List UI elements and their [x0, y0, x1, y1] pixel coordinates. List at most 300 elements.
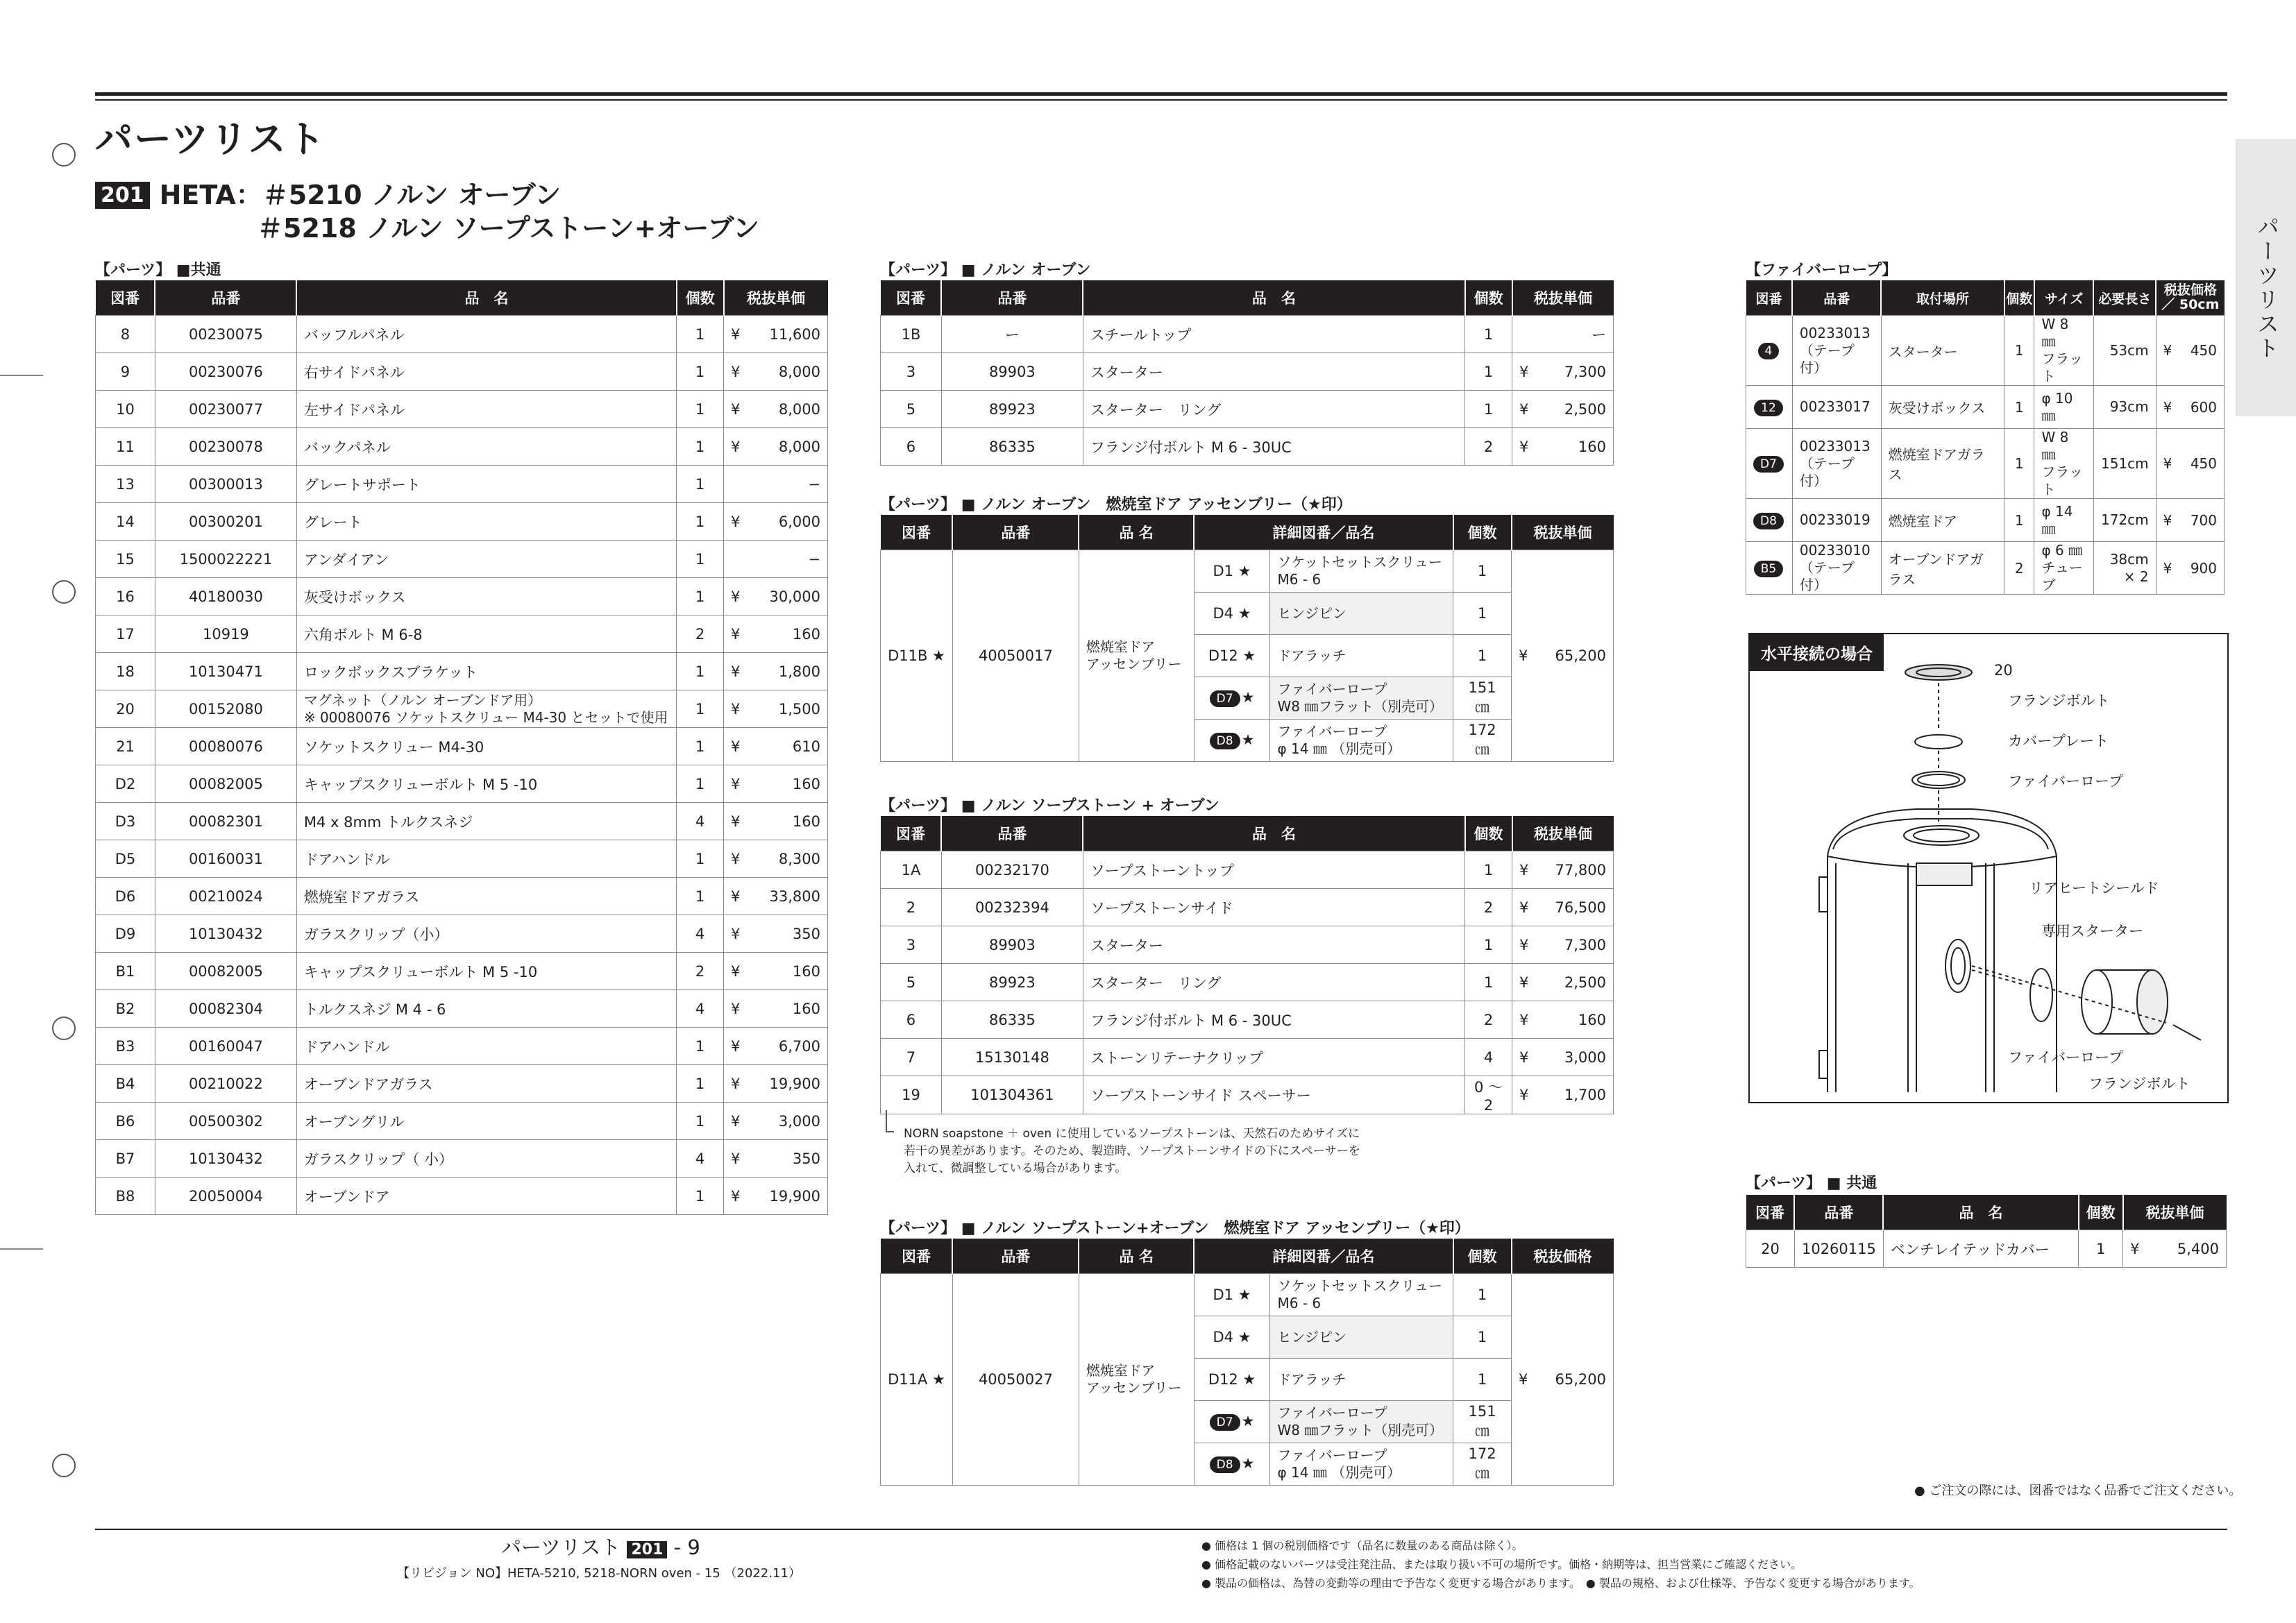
row-part-no: 89903 — [941, 353, 1083, 391]
price-amount: 19,900 — [769, 1075, 820, 1092]
rope-size-line: フラット — [2041, 350, 2084, 384]
col-header-price: 税抜単価 — [1512, 515, 1614, 550]
price-amount: 3,000 — [778, 1112, 820, 1130]
col-header-part: 品番 — [952, 1239, 1079, 1274]
rope-part-no — [1792, 429, 1881, 499]
row-name: バッフルパネル — [296, 316, 676, 353]
price-cell — [1512, 1039, 1614, 1076]
row-part-no: 00160047 — [155, 1028, 296, 1065]
price-value — [2163, 342, 2217, 359]
yen-mark: ¥ — [731, 513, 741, 530]
row-no: 17 — [96, 615, 155, 653]
row-part-no: 00210024 — [155, 878, 296, 915]
price-value — [731, 738, 820, 755]
row-qty: 1 — [677, 466, 724, 503]
col-header-part: 品番 — [1792, 280, 1881, 316]
price-cell — [1512, 926, 1614, 964]
row-part-no: 20050004 — [155, 1178, 296, 1215]
yen-mark: ¥ — [731, 962, 741, 980]
row-no: 18 — [96, 653, 155, 690]
col-header-part: 品番 — [155, 280, 296, 316]
soap-table-caption: 【パーツ】 ■ ノルン ソープストーン + オーブン — [880, 797, 1219, 815]
detail-code-text: D12 ★ — [1208, 647, 1256, 664]
row-no: 3 — [881, 926, 942, 964]
table-row — [881, 889, 1614, 926]
row-qty: 1 — [677, 353, 724, 391]
price-value — [731, 776, 820, 792]
detail-name-line: W8 ㎜フラット（別売可） — [1277, 1422, 1443, 1438]
detail-code — [1194, 1443, 1270, 1486]
rope-length-line: 93cm — [2109, 398, 2149, 415]
soap-door-table-caption: 【パーツ】 ■ ノルン ソープストーン+オーブン 燃焼室ドア アッセンブリー（★印） — [880, 1220, 1470, 1237]
row-name: 左サイドパネル — [296, 391, 676, 428]
row-no: 16 — [96, 578, 155, 615]
rope-part-no — [1792, 316, 1881, 386]
row-qty: 1 — [677, 1178, 724, 1215]
detail-code — [1194, 1401, 1270, 1443]
yen-mark: ¥ — [731, 1150, 741, 1167]
price-amount: 600 — [2190, 398, 2217, 416]
price-cell — [2156, 386, 2224, 429]
row-part-no: 00082304 — [155, 990, 296, 1028]
col-header-price: 税抜単価 — [1512, 280, 1614, 316]
row-qty: 4 — [1465, 1039, 1512, 1076]
row-qty: 1 — [677, 728, 724, 765]
price-value — [2163, 399, 2217, 416]
row-part-no: 00160031 — [155, 840, 296, 878]
price-amount: 6,000 — [778, 513, 820, 530]
yen-mark: ¥ — [731, 1037, 741, 1055]
detail-qty: 1 — [1453, 1359, 1512, 1401]
table-row — [881, 1039, 1614, 1076]
row-no: 3 — [881, 353, 942, 391]
footer-note: ● 価格記載のないパーツは受注発注品、または取り扱い不可の場所です。価格・納期等は、担当営業にご確認ください。 — [1201, 1558, 1803, 1571]
detail-name — [1270, 677, 1453, 720]
rope-size-line: W 8 ㎜ — [2041, 429, 2069, 463]
price-value — [731, 551, 820, 568]
table-row — [881, 428, 1614, 466]
rope-part-line: 00233017 — [1799, 398, 1871, 415]
price-value — [2163, 560, 2217, 577]
col-header-detail: 詳細図番／品名 — [1194, 515, 1453, 550]
rope-length-line: 151cm — [2100, 454, 2149, 472]
model-line-1 — [95, 173, 561, 212]
rope-part-no — [1792, 542, 1881, 595]
fiber-rope-table — [1746, 280, 2225, 595]
row-name: ソープストーントップ — [1083, 851, 1464, 889]
detail-qty: 172 ㎝ — [1453, 720, 1512, 762]
table-row — [96, 541, 828, 578]
price-amount: 33,800 — [769, 887, 820, 905]
detail-qty: 1 — [1453, 1274, 1512, 1316]
table-header-row — [881, 280, 1614, 316]
detail-code — [1194, 1359, 1270, 1401]
price-value — [1519, 1087, 1606, 1103]
price-cell — [1512, 316, 1614, 353]
stove-illustration — [1750, 634, 2227, 1102]
table-row — [881, 1274, 1614, 1316]
price-cell — [724, 803, 828, 840]
price-cell — [2156, 429, 2224, 499]
row-part-no: 1500022221 — [155, 541, 296, 578]
price-amount: 2,500 — [1564, 974, 1606, 991]
row-no: 6 — [881, 428, 942, 466]
row-name-line: マグネット（ノルン オーブンドア用） — [303, 691, 542, 708]
price-value — [731, 626, 820, 643]
detail-name — [1270, 635, 1453, 677]
assembly-name-line: アッセンブリー — [1086, 1379, 1182, 1396]
price-amount: ー — [1592, 326, 1606, 343]
row-qty: 4 — [677, 1140, 724, 1178]
yen-mark: ¥ — [731, 325, 741, 343]
row-qty: 4 — [677, 803, 724, 840]
row-qty: 2 — [1465, 889, 1512, 926]
price-value — [1519, 937, 1606, 953]
footer-badge: 201 — [627, 1541, 667, 1558]
soap-door-assembly-table — [880, 1239, 1614, 1486]
note-bracket — [886, 1110, 894, 1132]
table-row — [96, 316, 828, 353]
row-no: B8 — [96, 1178, 155, 1215]
detail-pill-badge: D8 — [1210, 733, 1240, 749]
table-row — [881, 851, 1614, 889]
table-row — [96, 690, 828, 728]
note-line: 入れて、微調整している場合があります。 — [904, 1162, 1127, 1175]
row-name: ドアハンドル — [296, 840, 676, 878]
detail-name-line: ドアラッチ — [1277, 1370, 1347, 1388]
row-name: ガラスクリップ（ 小） — [296, 1140, 676, 1178]
footer-title — [501, 1532, 700, 1561]
row-name: オーブングリル — [296, 1103, 676, 1140]
row-qty: 1 — [677, 690, 724, 728]
row-qty: 1 — [677, 316, 724, 353]
table-row — [96, 1065, 828, 1103]
yen-mark: ¥ — [731, 1187, 741, 1205]
price-value — [731, 1001, 820, 1017]
side-tab-label: パーツリスト — [2254, 215, 2280, 361]
row-qty: 1 — [677, 1065, 724, 1103]
row-no: 13 — [96, 466, 155, 503]
price-amount: 350 — [792, 1150, 820, 1167]
table-row — [881, 353, 1614, 391]
col-header-no: 図番 — [1746, 1195, 1795, 1230]
rope-length — [2093, 316, 2156, 386]
row-qty: 1 — [677, 503, 724, 541]
detail-name — [1270, 1401, 1453, 1443]
rope-length — [2093, 386, 2156, 429]
price-amount: 350 — [792, 925, 820, 942]
table-row — [96, 391, 828, 428]
note-line: 若干の異差があります。そのため、製造時、ソープストーンサイドの下にスペーサーを — [904, 1144, 1360, 1158]
price-amount: 610 — [792, 738, 820, 755]
row-no: 2 — [881, 889, 942, 926]
col-header-price: 税抜単価 — [724, 280, 828, 316]
row-qty: 1 — [677, 541, 724, 578]
rope-size-line: W 8 ㎜ — [2041, 316, 2069, 350]
row-name: 燃焼室ドアガラス — [296, 878, 676, 915]
col-header-qty: 個数 — [2004, 280, 2034, 316]
detail-name-line: φ 14 ㎜ （別売可） — [1277, 1464, 1401, 1481]
row-part-no: 86335 — [941, 1001, 1083, 1039]
yen-mark: ¥ — [2163, 511, 2172, 529]
row-no: B7 — [96, 1140, 155, 1178]
detail-code — [1194, 550, 1270, 593]
row-no: 14 — [96, 503, 155, 541]
price-value — [1519, 1371, 1606, 1388]
price-cell — [1512, 550, 1614, 762]
row-no: 5 — [881, 391, 942, 428]
col-header-price — [2156, 280, 2224, 316]
rope-size-line: フラット — [2041, 464, 2084, 498]
label-fiber-rope-top: ファイバーロープ — [2008, 773, 2124, 790]
yen-mark: ¥ — [1519, 647, 1528, 664]
footer-note: ● 製品の価格は、為替の変動等の理由で予告なく変更する場合があります。 ● 製品の規格、および仕様等、予告なく変更する場合があります。 — [1201, 1577, 1921, 1590]
price-amount: 160 — [792, 625, 820, 643]
detail-code — [1194, 593, 1270, 635]
price-amount: − — [808, 550, 820, 568]
price-amount: 3,000 — [1564, 1048, 1606, 1066]
assembly-name-line: 燃焼室ドア — [1086, 1362, 1156, 1379]
row-name: ドアハンドル — [296, 1028, 676, 1065]
page-title: パーツリスト — [95, 117, 326, 161]
row-part-no: 00232170 — [941, 851, 1083, 889]
row-part-no: 101304361 — [941, 1076, 1083, 1114]
binder-hole-icon — [52, 143, 76, 167]
price-value — [1519, 1012, 1606, 1028]
footer-notes — [1201, 1536, 1921, 1592]
row-qty: 1 — [677, 1028, 724, 1065]
table-header-row — [96, 280, 828, 316]
col-header-qty: 個数 — [1465, 816, 1512, 851]
rope-part-line: 00233013 — [1799, 437, 1871, 454]
yen-mark: ¥ — [1519, 1087, 1529, 1103]
row-part-no: 10130432 — [155, 1140, 296, 1178]
row-no: 1B — [881, 316, 942, 353]
yen-mark: ¥ — [731, 588, 741, 605]
yen-mark: ¥ — [731, 850, 741, 867]
rope-qty: 1 — [2004, 316, 2034, 386]
col-header-part: 品番 — [952, 515, 1079, 550]
table-row — [96, 1140, 828, 1178]
rope-size-line: φ 14 ㎜ — [2041, 502, 2073, 537]
row-part-no: 00300013 — [155, 466, 296, 503]
price-cell — [2156, 542, 2224, 595]
rope-pill-badge: B5 — [1754, 561, 1783, 577]
assembly-name — [1079, 550, 1194, 762]
row-part-no: 15130148 — [941, 1039, 1083, 1076]
table-row — [96, 878, 828, 915]
detail-name — [1270, 1359, 1453, 1401]
col-header-part: 品番 — [941, 280, 1083, 316]
rope-qty: 2 — [2004, 542, 2034, 595]
rope-pill-badge: 4 — [1758, 343, 1780, 359]
rope-length — [2093, 499, 2156, 542]
rope-length-line: 172cm — [2100, 511, 2149, 528]
price-value — [731, 1038, 820, 1055]
price-amount: 160 — [792, 813, 820, 830]
price-cell — [724, 653, 828, 690]
price-cell — [724, 765, 828, 803]
row-part-no: 00230076 — [155, 353, 296, 391]
detail-qty: 151 ㎝ — [1453, 677, 1512, 720]
col-header-qty: 個数 — [677, 280, 724, 316]
fold-mark — [0, 1248, 43, 1250]
detail-name-line: ヒンジピン — [1277, 1328, 1347, 1345]
price-value — [731, 439, 820, 455]
rope-size — [2034, 429, 2094, 499]
col-header-price-line: 税抜価格 — [2163, 282, 2217, 298]
price-value — [731, 476, 820, 493]
row-name: ソープストーンサイド — [1083, 889, 1464, 926]
price-value — [731, 1188, 820, 1205]
row-name: ストーンリテーナクリップ — [1083, 1039, 1464, 1076]
footer-note: ● 価格は 1 個の税別価格です（品名に数量のある商品は除く）。 — [1201, 1539, 1523, 1552]
detail-name-line: W8 ㎜フラット（別売可） — [1277, 698, 1443, 715]
yen-mark: ¥ — [731, 1075, 741, 1092]
label-cover-plate: カバープレート — [2008, 733, 2109, 749]
row-name: スターター リング — [1083, 391, 1464, 428]
yen-mark: ¥ — [2130, 1240, 2140, 1257]
footer-title-text: パーツリスト — [501, 1536, 621, 1559]
yen-mark: ¥ — [731, 625, 741, 643]
price-value — [1519, 899, 1606, 916]
table-row — [96, 953, 828, 990]
oven-door-assembly-table — [880, 515, 1614, 762]
detail-code — [1194, 635, 1270, 677]
price-cell — [724, 391, 828, 428]
price-amount: 1,700 — [1564, 1087, 1606, 1103]
detail-name-line: ヒンジピン — [1277, 604, 1347, 622]
table-row — [96, 1028, 828, 1065]
row-qty: 1 — [677, 578, 724, 615]
row-qty: 1 — [1465, 353, 1512, 391]
rope-qty: 1 — [2004, 386, 2034, 429]
col-header-name: 品 名 — [1883, 1195, 2078, 1230]
col-header-name: 品 名 — [296, 280, 676, 316]
detail-code-text: ★ — [1241, 689, 1255, 706]
row-no: 11 — [96, 428, 155, 466]
label-rear-heat-shield: リアヒートシールド — [2029, 880, 2159, 897]
row-qty: 1 — [677, 765, 724, 803]
col-header-no: 図番 — [881, 1239, 953, 1274]
side-tab[interactable] — [2236, 139, 2296, 416]
price-cell — [724, 1065, 828, 1103]
table-header-row — [881, 1239, 1614, 1274]
row-qty: 1 — [677, 840, 724, 878]
footer-page: - 9 — [673, 1536, 700, 1559]
price-cell — [724, 1178, 828, 1215]
row-qty: 4 — [677, 915, 724, 953]
top-rule-thin — [95, 99, 2227, 101]
price-amount: 160 — [792, 1000, 820, 1017]
table-row — [96, 765, 828, 803]
col-header-price-unit: ／ 50cm — [2161, 297, 2220, 312]
col-header-qty: 個数 — [1453, 515, 1512, 550]
rope-part-no — [1792, 386, 1881, 429]
price-cell — [1512, 391, 1614, 428]
col-header-price: 税抜価格 — [1512, 1239, 1614, 1274]
price-amount: 1,500 — [778, 700, 820, 717]
row-name: 六角ボルト M 6-8 — [296, 615, 676, 653]
row-no: 6 — [881, 1001, 942, 1039]
row-name: フランジ付ボルト M 6 - 30UC — [1083, 1001, 1464, 1039]
assembly-name — [1079, 1274, 1194, 1486]
price-cell — [724, 353, 828, 391]
row-qty: 4 — [677, 990, 724, 1028]
table-row — [96, 353, 828, 391]
row-name: スターター — [1083, 353, 1464, 391]
row-part-no: 00230078 — [155, 428, 296, 466]
assembly-no: D11A ★ — [881, 1274, 953, 1486]
row-part-no: 10260115 — [1794, 1230, 1883, 1268]
row-part-no: 00082301 — [155, 803, 296, 840]
detail-code — [1194, 677, 1270, 720]
price-amount: 11,600 — [769, 325, 820, 343]
detail-name-line: φ 14 ㎜ （別売可） — [1277, 740, 1401, 757]
assembly-no: D11B ★ — [881, 550, 953, 762]
detail-pill-badge: D7 — [1210, 690, 1240, 707]
detail-qty: 151 ㎝ — [1453, 1401, 1512, 1443]
price-value — [1519, 324, 1606, 345]
detail-name-line: ソケットセットスクリュー — [1277, 1277, 1442, 1294]
row-part-no: 40180030 — [155, 578, 296, 615]
yen-mark: ¥ — [731, 738, 741, 755]
row-no: B4 — [96, 1065, 155, 1103]
common-table-caption: 【パーツ】 ■共通 — [95, 262, 221, 279]
model-line-2: ＃5218 ノルン ソープストーン+オーブン — [257, 213, 759, 244]
table-header-row — [1746, 280, 2225, 316]
model-line-1-text: HETA：＃5210 ノルン オーブン — [159, 180, 562, 210]
price-amount: 65,200 — [1555, 1371, 1606, 1388]
rope-table-caption: 【ファイバーロープ】 — [1746, 262, 1898, 279]
price-cell — [724, 990, 828, 1028]
yen-mark: ¥ — [2163, 455, 2172, 472]
rope-no — [1746, 499, 1793, 542]
diagram-title: 水平接続の場合 — [1750, 634, 1884, 671]
detail-name — [1270, 593, 1453, 635]
rope-part-line: 00233019 — [1799, 511, 1871, 528]
table-row — [96, 840, 828, 878]
price-value — [731, 963, 820, 980]
row-qty: 1 — [677, 878, 724, 915]
col-header-size: サイズ — [2034, 280, 2094, 316]
price-cell — [1512, 889, 1614, 926]
rope-place: スターター — [1881, 316, 2004, 386]
price-amount: 5,400 — [2177, 1240, 2219, 1257]
table-row — [96, 990, 828, 1028]
price-cell — [1512, 428, 1614, 466]
binder-hole-icon — [52, 1454, 76, 1477]
oven-table-caption: 【パーツ】 ■ ノルン オーブン — [880, 262, 1091, 279]
rope-size — [2034, 386, 2094, 429]
price-amount: 7,300 — [1564, 363, 1606, 380]
table-header-row — [881, 515, 1614, 550]
price-cell — [724, 503, 828, 541]
rope-part-line: 00233010 — [1799, 542, 1871, 559]
row-name: フランジ付ボルト M 6 - 30UC — [1083, 428, 1464, 466]
price-cell — [1512, 1274, 1614, 1486]
yen-mark: ¥ — [731, 1000, 741, 1017]
row-part-no: ー — [941, 316, 1083, 353]
row-name: 右サイドパネル — [296, 353, 676, 391]
col-header-name: 品 名 — [1079, 515, 1194, 550]
table-row — [881, 316, 1614, 353]
price-value — [731, 813, 820, 830]
rope-part-note: （テープ付） — [1799, 341, 1855, 376]
label-starter: 専用スターター — [2041, 923, 2143, 940]
row-qty: 1 — [677, 391, 724, 428]
row-no: D6 — [96, 878, 155, 915]
